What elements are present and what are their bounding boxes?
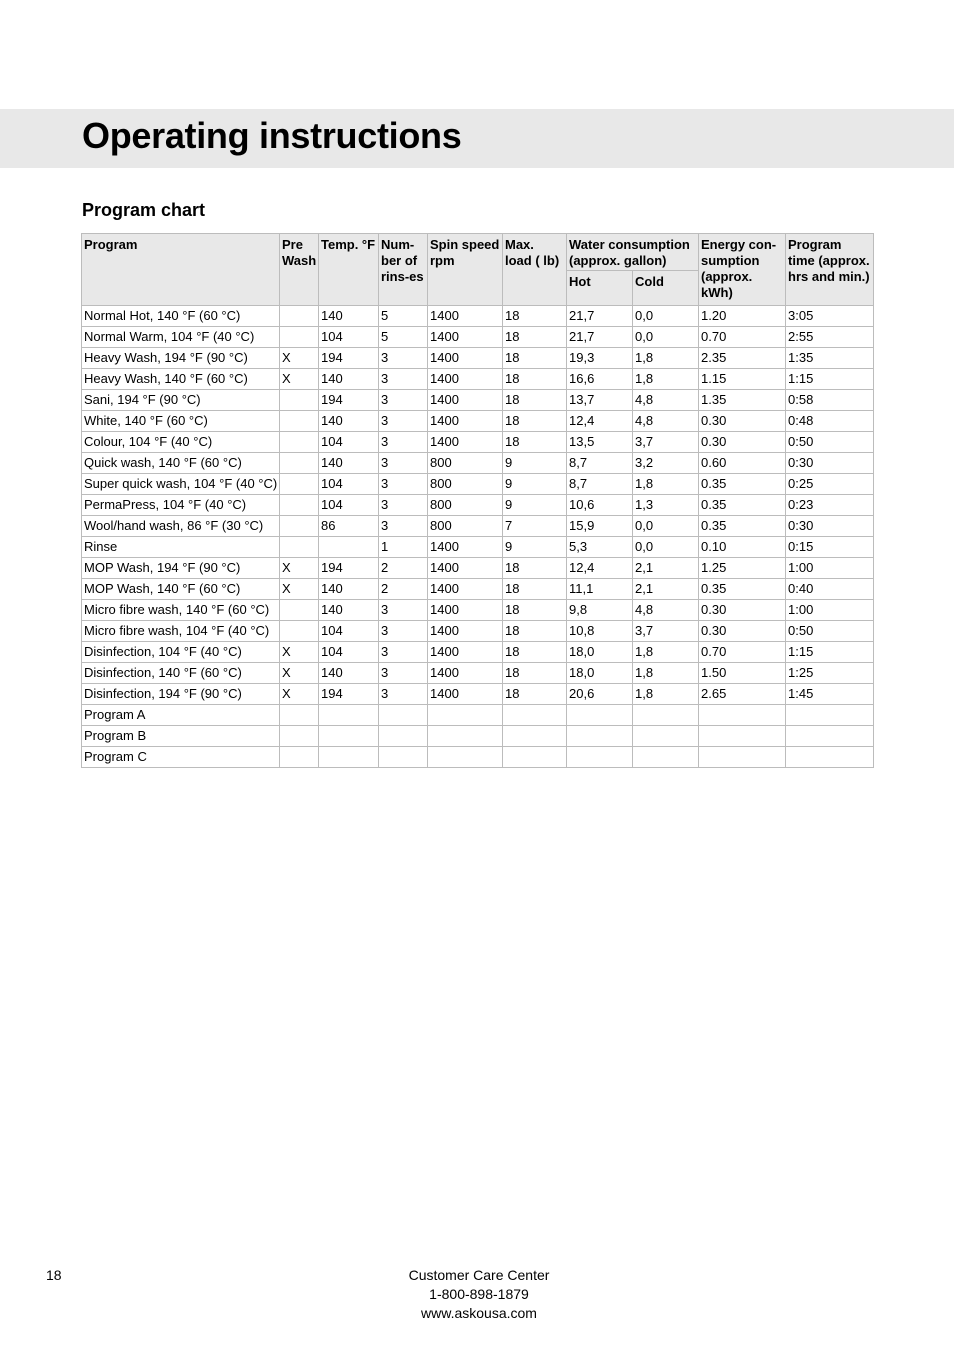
- cell-program-time: 3:05: [786, 306, 874, 327]
- cell-program: Sani, 194 °F (90 °C): [82, 390, 280, 411]
- cell-water-cold: 4,8: [633, 600, 699, 621]
- cell-rinses: 1: [379, 537, 428, 558]
- cell-pre-wash: X: [280, 348, 319, 369]
- cell-energy: 0.70: [699, 327, 786, 348]
- cell-max-load: 18: [503, 390, 567, 411]
- header-water-consumption: Water consumption (approx. gallon): [567, 234, 699, 271]
- cell-water-hot: 18,0: [567, 663, 633, 684]
- cell-pre-wash: [280, 621, 319, 642]
- cell-program-time: [786, 747, 874, 768]
- cell-energy: 1.50: [699, 663, 786, 684]
- cell-spin-speed: [428, 726, 503, 747]
- cell-pre-wash: [280, 453, 319, 474]
- footer-website: www.askousa.com: [421, 1305, 537, 1321]
- cell-program: Rinse: [82, 537, 280, 558]
- cell-program: MOP Wash, 194 °F (90 °C): [82, 558, 280, 579]
- cell-spin-speed: 800: [428, 516, 503, 537]
- cell-water-hot: 21,7: [567, 327, 633, 348]
- cell-program: White, 140 °F (60 °C): [82, 411, 280, 432]
- cell-temp: 194: [319, 684, 379, 705]
- cell-energy: 2.65: [699, 684, 786, 705]
- cell-pre-wash: X: [280, 642, 319, 663]
- cell-program-time: [786, 705, 874, 726]
- cell-temp: 104: [319, 495, 379, 516]
- cell-energy: 1.35: [699, 390, 786, 411]
- cell-temp: 140: [319, 306, 379, 327]
- cell-program: Program B: [82, 726, 280, 747]
- cell-energy: 1.15: [699, 369, 786, 390]
- cell-max-load: 18: [503, 663, 567, 684]
- cell-rinses: [379, 726, 428, 747]
- footer-contact: [379, 1266, 579, 1323]
- cell-energy: 0.60: [699, 453, 786, 474]
- cell-pre-wash: X: [280, 579, 319, 600]
- cell-spin-speed: 1400: [428, 663, 503, 684]
- cell-max-load: [503, 747, 567, 768]
- cell-program-time: 0:50: [786, 621, 874, 642]
- cell-rinses: 3: [379, 411, 428, 432]
- cell-spin-speed: 1400: [428, 306, 503, 327]
- cell-program: Disinfection, 140 °F (60 °C): [82, 663, 280, 684]
- cell-spin-speed: 1400: [428, 558, 503, 579]
- cell-water-cold: 1,8: [633, 684, 699, 705]
- cell-water-cold: 3,7: [633, 621, 699, 642]
- header-pre-wash: Pre Wash: [280, 234, 319, 306]
- cell-temp: 140: [319, 453, 379, 474]
- cell-water-cold: 0,0: [633, 516, 699, 537]
- cell-max-load: 18: [503, 558, 567, 579]
- cell-spin-speed: 1400: [428, 642, 503, 663]
- cell-pre-wash: X: [280, 684, 319, 705]
- cell-program-time: 0:40: [786, 579, 874, 600]
- cell-program-time: 0:48: [786, 411, 874, 432]
- cell-water-hot: 9,8: [567, 600, 633, 621]
- cell-temp: 194: [319, 348, 379, 369]
- cell-water-hot: 5,3: [567, 537, 633, 558]
- cell-water-cold: 0,0: [633, 327, 699, 348]
- cell-program-time: 1:00: [786, 558, 874, 579]
- table-row: [82, 348, 874, 369]
- cell-program: Micro fibre wash, 104 °F (40 °C): [82, 621, 280, 642]
- cell-rinses: [379, 747, 428, 768]
- cell-energy: 0.30: [699, 621, 786, 642]
- table-row: [82, 411, 874, 432]
- cell-water-hot: [567, 726, 633, 747]
- cell-energy: 0.30: [699, 600, 786, 621]
- cell-rinses: 3: [379, 516, 428, 537]
- table-row: [82, 495, 874, 516]
- cell-spin-speed: 1400: [428, 432, 503, 453]
- table-row: [82, 747, 874, 768]
- cell-water-hot: 13,7: [567, 390, 633, 411]
- cell-energy: 1.20: [699, 306, 786, 327]
- cell-rinses: 3: [379, 474, 428, 495]
- cell-program-time: 0:30: [786, 516, 874, 537]
- page-number: 18: [46, 1267, 62, 1283]
- cell-energy: 0.30: [699, 432, 786, 453]
- cell-temp: [319, 705, 379, 726]
- cell-energy: 0.35: [699, 495, 786, 516]
- cell-rinses: 3: [379, 432, 428, 453]
- cell-program: PermaPress, 104 °F (40 °C): [82, 495, 280, 516]
- cell-temp: [319, 747, 379, 768]
- cell-max-load: 9: [503, 453, 567, 474]
- table-row: [82, 642, 874, 663]
- cell-water-cold: 4,8: [633, 390, 699, 411]
- cell-water-cold: 0,0: [633, 306, 699, 327]
- table-row: [82, 474, 874, 495]
- cell-spin-speed: 1400: [428, 600, 503, 621]
- cell-rinses: 3: [379, 390, 428, 411]
- cell-pre-wash: [280, 306, 319, 327]
- section-title: Program chart: [82, 200, 206, 220]
- cell-max-load: 18: [503, 684, 567, 705]
- cell-water-cold: 0,0: [633, 537, 699, 558]
- cell-rinses: [379, 705, 428, 726]
- table-row: [82, 537, 874, 558]
- header-spin-speed: Spin speed rpm: [428, 234, 503, 306]
- cell-rinses: 3: [379, 663, 428, 684]
- cell-temp: 104: [319, 474, 379, 495]
- cell-water-hot: 20,6: [567, 684, 633, 705]
- cell-program-time: 0:15: [786, 537, 874, 558]
- cell-energy: 0.35: [699, 474, 786, 495]
- cell-water-cold: 3,7: [633, 432, 699, 453]
- cell-program-time: 1:25: [786, 663, 874, 684]
- cell-program-time: [786, 726, 874, 747]
- cell-temp: [319, 726, 379, 747]
- cell-spin-speed: 800: [428, 474, 503, 495]
- cell-water-cold: 1,8: [633, 474, 699, 495]
- cell-spin-speed: [428, 705, 503, 726]
- cell-max-load: 18: [503, 600, 567, 621]
- cell-program: Normal Warm, 104 °F (40 °C): [82, 327, 280, 348]
- cell-pre-wash: X: [280, 558, 319, 579]
- cell-energy: 0.35: [699, 579, 786, 600]
- cell-water-hot: 10,6: [567, 495, 633, 516]
- cell-program: Wool/hand wash, 86 °F (30 °C): [82, 516, 280, 537]
- cell-energy: 0.30: [699, 411, 786, 432]
- table-row: [82, 327, 874, 348]
- cell-rinses: 2: [379, 579, 428, 600]
- cell-max-load: 9: [503, 537, 567, 558]
- cell-energy: 2.35: [699, 348, 786, 369]
- cell-spin-speed: 1400: [428, 537, 503, 558]
- cell-max-load: 18: [503, 327, 567, 348]
- header-water-hot: Hot: [567, 271, 633, 306]
- cell-temp: 194: [319, 390, 379, 411]
- cell-temp: 104: [319, 642, 379, 663]
- cell-water-hot: 19,3: [567, 348, 633, 369]
- footer-center-name: Customer Care Center: [408, 1267, 550, 1283]
- cell-water-hot: 21,7: [567, 306, 633, 327]
- cell-max-load: 18: [503, 348, 567, 369]
- cell-temp: 104: [319, 327, 379, 348]
- cell-program: Micro fibre wash, 140 °F (60 °C): [82, 600, 280, 621]
- table-row: [82, 390, 874, 411]
- cell-water-hot: [567, 747, 633, 768]
- cell-spin-speed: 1400: [428, 348, 503, 369]
- cell-spin-speed: 1400: [428, 369, 503, 390]
- table-row: [82, 516, 874, 537]
- cell-temp: 140: [319, 579, 379, 600]
- header-temp: Temp. °F: [319, 234, 379, 306]
- header-program-time: Program time (approx. hrs and min.): [786, 234, 874, 306]
- table-row: [82, 306, 874, 327]
- cell-max-load: 18: [503, 306, 567, 327]
- footer-phone: 1-800-898-1879: [429, 1286, 529, 1302]
- cell-pre-wash: [280, 432, 319, 453]
- cell-temp: 104: [319, 432, 379, 453]
- cell-rinses: 2: [379, 558, 428, 579]
- cell-max-load: 9: [503, 474, 567, 495]
- cell-pre-wash: [280, 726, 319, 747]
- cell-temp: 194: [319, 558, 379, 579]
- cell-energy: 1.25: [699, 558, 786, 579]
- cell-spin-speed: 800: [428, 495, 503, 516]
- cell-energy: 0.35: [699, 516, 786, 537]
- cell-max-load: 18: [503, 411, 567, 432]
- cell-max-load: 18: [503, 642, 567, 663]
- cell-program: Program A: [82, 705, 280, 726]
- cell-spin-speed: 1400: [428, 411, 503, 432]
- cell-pre-wash: [280, 705, 319, 726]
- table-row: [82, 705, 874, 726]
- cell-rinses: 3: [379, 684, 428, 705]
- cell-water-cold: [633, 747, 699, 768]
- cell-energy: [699, 705, 786, 726]
- cell-spin-speed: 1400: [428, 621, 503, 642]
- cell-water-cold: 1,8: [633, 369, 699, 390]
- cell-max-load: [503, 705, 567, 726]
- cell-temp: 140: [319, 369, 379, 390]
- cell-water-cold: 4,8: [633, 411, 699, 432]
- cell-program: MOP Wash, 140 °F (60 °C): [82, 579, 280, 600]
- cell-pre-wash: [280, 495, 319, 516]
- cell-energy: [699, 726, 786, 747]
- cell-water-cold: 1,8: [633, 348, 699, 369]
- cell-water-cold: 1,8: [633, 663, 699, 684]
- cell-rinses: 3: [379, 600, 428, 621]
- cell-temp: 140: [319, 663, 379, 684]
- cell-max-load: 9: [503, 495, 567, 516]
- page-title: Operating instructions: [82, 115, 462, 156]
- cell-water-hot: 13,5: [567, 432, 633, 453]
- cell-program-time: 2:55: [786, 327, 874, 348]
- cell-rinses: 3: [379, 495, 428, 516]
- cell-pre-wash: [280, 600, 319, 621]
- cell-pre-wash: X: [280, 663, 319, 684]
- cell-rinses: 3: [379, 348, 428, 369]
- cell-pre-wash: [280, 327, 319, 348]
- cell-energy: 0.10: [699, 537, 786, 558]
- cell-water-hot: 11,1: [567, 579, 633, 600]
- header-max-load: Max. load ( lb): [503, 234, 567, 306]
- cell-water-cold: 1,3: [633, 495, 699, 516]
- cell-max-load: 18: [503, 369, 567, 390]
- cell-rinses: 5: [379, 327, 428, 348]
- cell-energy: 0.70: [699, 642, 786, 663]
- cell-program-time: 0:23: [786, 495, 874, 516]
- cell-program-time: 1:15: [786, 642, 874, 663]
- cell-program: Normal Hot, 140 °F (60 °C): [82, 306, 280, 327]
- cell-program-time: 0:25: [786, 474, 874, 495]
- cell-energy: [699, 747, 786, 768]
- cell-program: Heavy Wash, 140 °F (60 °C): [82, 369, 280, 390]
- cell-water-cold: [633, 705, 699, 726]
- cell-pre-wash: [280, 516, 319, 537]
- cell-spin-speed: 1400: [428, 327, 503, 348]
- table-row: [82, 579, 874, 600]
- cell-pre-wash: [280, 537, 319, 558]
- cell-water-cold: [633, 726, 699, 747]
- cell-water-hot: 16,6: [567, 369, 633, 390]
- cell-pre-wash: [280, 411, 319, 432]
- program-chart-table: [81, 233, 874, 768]
- table-row: [82, 432, 874, 453]
- cell-rinses: 3: [379, 621, 428, 642]
- cell-program: Program C: [82, 747, 280, 768]
- header-rinses: Num-ber of rins-es: [379, 234, 428, 306]
- header-water-cold: Cold: [633, 271, 699, 306]
- table-row: [82, 726, 874, 747]
- cell-water-cold: 3,2: [633, 453, 699, 474]
- cell-water-cold: 1,8: [633, 642, 699, 663]
- cell-rinses: 3: [379, 453, 428, 474]
- cell-max-load: 18: [503, 579, 567, 600]
- program-chart-body: [82, 306, 874, 768]
- cell-max-load: 18: [503, 621, 567, 642]
- cell-spin-speed: 1400: [428, 684, 503, 705]
- cell-program: Quick wash, 140 °F (60 °C): [82, 453, 280, 474]
- cell-spin-speed: 1400: [428, 390, 503, 411]
- cell-pre-wash: X: [280, 369, 319, 390]
- cell-program: Heavy Wash, 194 °F (90 °C): [82, 348, 280, 369]
- table-row: [82, 600, 874, 621]
- cell-water-hot: 8,7: [567, 474, 633, 495]
- cell-water-cold: 2,1: [633, 579, 699, 600]
- cell-program-time: 0:30: [786, 453, 874, 474]
- cell-spin-speed: [428, 747, 503, 768]
- cell-max-load: 18: [503, 432, 567, 453]
- cell-water-cold: 2,1: [633, 558, 699, 579]
- cell-program: Colour, 104 °F (40 °C): [82, 432, 280, 453]
- cell-program-time: 1:15: [786, 369, 874, 390]
- cell-program-time: 0:58: [786, 390, 874, 411]
- table-row: [82, 369, 874, 390]
- header-energy: Energy con-sumption (approx. kWh): [699, 234, 786, 306]
- cell-water-hot: 8,7: [567, 453, 633, 474]
- cell-program-time: 0:50: [786, 432, 874, 453]
- cell-max-load: 7: [503, 516, 567, 537]
- cell-program: Disinfection, 104 °F (40 °C): [82, 642, 280, 663]
- table-row: [82, 663, 874, 684]
- header-program: Program: [82, 234, 280, 306]
- cell-temp: 140: [319, 411, 379, 432]
- cell-water-hot: 15,9: [567, 516, 633, 537]
- cell-program: Super quick wash, 104 °F (40 °C): [82, 474, 280, 495]
- cell-rinses: 5: [379, 306, 428, 327]
- cell-rinses: 3: [379, 369, 428, 390]
- cell-water-hot: [567, 705, 633, 726]
- cell-temp: 140: [319, 600, 379, 621]
- cell-pre-wash: [280, 390, 319, 411]
- cell-program-time: 1:35: [786, 348, 874, 369]
- cell-temp: [319, 537, 379, 558]
- table-row: [82, 684, 874, 705]
- cell-spin-speed: 1400: [428, 579, 503, 600]
- cell-water-hot: 12,4: [567, 411, 633, 432]
- table-row: [82, 453, 874, 474]
- cell-pre-wash: [280, 747, 319, 768]
- cell-water-hot: 12,4: [567, 558, 633, 579]
- cell-spin-speed: 800: [428, 453, 503, 474]
- cell-temp: 86: [319, 516, 379, 537]
- cell-program-time: 1:00: [786, 600, 874, 621]
- cell-pre-wash: [280, 474, 319, 495]
- table-row: [82, 621, 874, 642]
- cell-program: Disinfection, 194 °F (90 °C): [82, 684, 280, 705]
- cell-max-load: [503, 726, 567, 747]
- table-row: [82, 558, 874, 579]
- cell-program-time: 1:45: [786, 684, 874, 705]
- cell-water-hot: 10,8: [567, 621, 633, 642]
- cell-water-hot: 18,0: [567, 642, 633, 663]
- cell-rinses: 3: [379, 642, 428, 663]
- cell-temp: 104: [319, 621, 379, 642]
